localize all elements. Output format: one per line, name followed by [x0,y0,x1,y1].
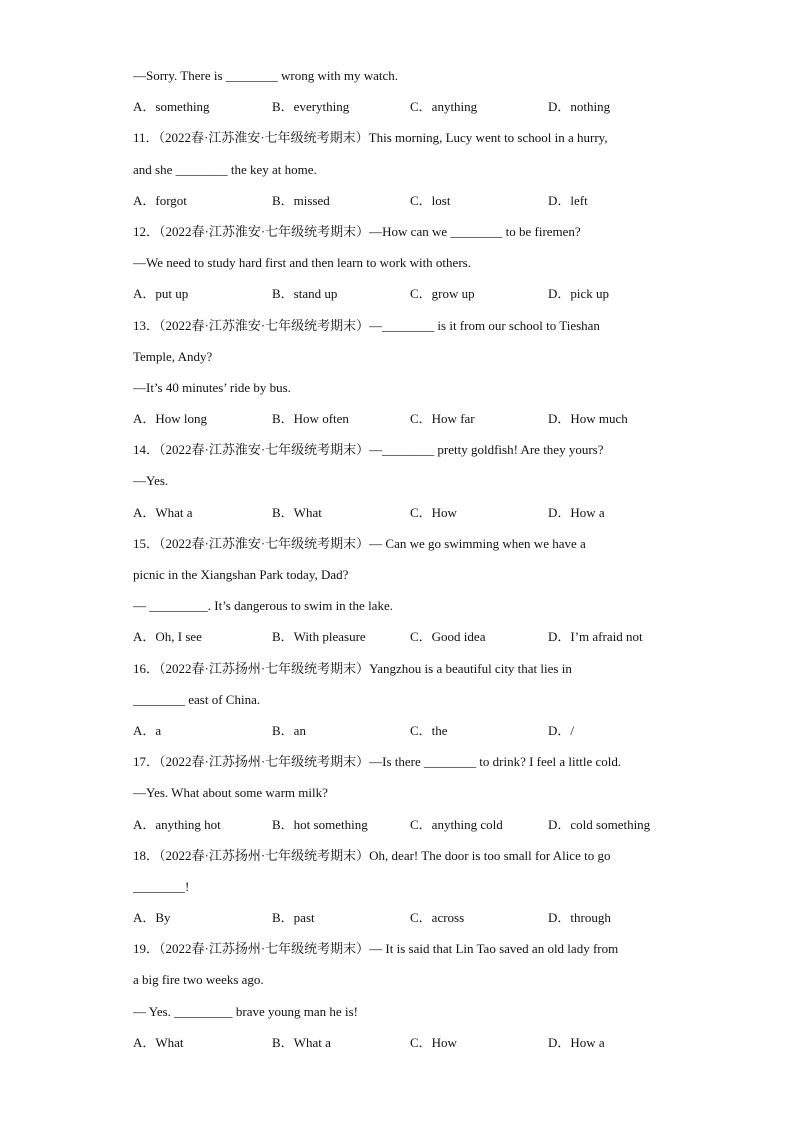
option-b: B．How often [272,411,349,427]
option-b: B．hot something [272,816,368,832]
option-d: D．through [548,910,611,926]
options-row [133,717,673,748]
question-text-line: 13．（2022春·江苏淮安·七年级统考期末）—________ is it from our school to Tieshan [133,317,600,333]
option-c: C．How [410,504,457,520]
option-d: D．How a [548,504,605,520]
option-a: A．What a [133,504,193,520]
question-text-line: — Yes. _________ brave young man he is! [133,1003,358,1019]
question-text-line: 16．（2022春·江苏扬州·七年级统考期末）Yangzhou is a beautiful city that lies in [133,660,572,676]
exam-page [133,62,673,1060]
option-b: B．With pleasure [272,629,366,645]
question-text-line: 15．（2022春·江苏淮安·七年级统考期末）— Can we go swimming when we have a [133,535,586,551]
question-text-line: and she ________ the key at home. [133,161,317,177]
question-text-line: —We need to study hard first and then learn to work with others. [133,255,471,271]
option-c: C．Good idea [410,629,486,645]
question-text-line: ________! [133,878,190,894]
option-a: A．What [133,1034,184,1050]
option-c: C．How [410,1034,457,1050]
question-text-line: —Yes. What about some warm milk? [133,785,328,801]
option-d: D．/ [548,722,575,738]
option-a: A．By [133,910,171,926]
option-a: A．anything hot [133,816,221,832]
question-text-line: —It’s 40 minutes’ ride by bus. [133,379,291,395]
option-d: D．pick up [548,286,610,302]
option-c: C．anything cold [410,816,503,832]
option-b: B．past [272,910,315,926]
option-b: B．What [272,504,322,520]
option-c: C．anything [410,99,478,115]
question-text-line: a big fire two weeks ago. [133,972,264,988]
option-d: D．left [548,192,588,208]
option-a: A．a [133,722,162,738]
option-c: C．How far [410,411,475,427]
question-text-line: —Yes. [133,473,169,489]
option-c: C．lost [410,192,451,208]
option-a: A．put up [133,286,189,302]
question-text-line: Temple, Andy? [133,348,213,364]
option-b: B．everything [272,99,350,115]
option-c: C．across [410,910,465,926]
option-a: A．Oh, I see [133,629,202,645]
options-row [133,280,673,311]
option-c: C．grow up [410,286,475,302]
options-row [133,187,673,218]
question-text-line: 19．（2022春·江苏扬州·七年级统考期末）— It is said that Lin Tao saved an old lady from [133,941,619,957]
option-d: D．nothing [548,99,611,115]
options-row [133,623,673,654]
options-row [133,904,673,935]
option-a: A．forgot [133,192,187,208]
question-text-line: 14．（2022春·江苏淮安·七年级统考期末）—________ pretty goldfish! Are they yours? [133,442,604,458]
options-row [133,499,673,530]
question-text-line: picnic in the Xiangshan Park today, Dad? [133,567,349,582]
option-a: A．How long [133,411,208,427]
question-text-line: 18．（2022春·江苏扬州·七年级统考期末）Oh, dear! The door is too small for Alice to go [133,847,611,863]
question-text-line: 17．（2022春·江苏扬州·七年级统考期末）—Is there ________ to drink? I feel a little cold. [133,754,622,770]
option-d: D．How a [548,1034,605,1050]
options-row [133,811,673,842]
option-d: D．How much [548,411,628,427]
options-row [133,1029,673,1060]
options-row [133,405,673,436]
question-text-line: —Sorry. There is ________ wrong with my watch. [133,68,399,83]
question-text-line: 11．（2022春·江苏淮安·七年级统考期末）This morning, Lucy went to school in a hurry, [133,130,608,146]
option-b: B．stand up [272,286,338,302]
option-d: D．cold something [548,816,651,832]
option-b: B．What a [272,1034,331,1050]
option-b: B．an [272,722,306,738]
options-row [133,93,673,124]
question-text-line: — _________. It’s dangerous to swim in the lake. [133,598,393,614]
option-a: A．something [133,99,210,115]
question-text-line: 12．（2022春·江苏淮安·七年级统考期末）—How can we ________ to be firemen? [133,223,581,239]
option-d: D．I’m afraid not [548,629,643,645]
option-b: B．missed [272,192,330,208]
question-text-line: ________ east of China. [133,691,261,707]
option-c: C．the [410,722,448,738]
